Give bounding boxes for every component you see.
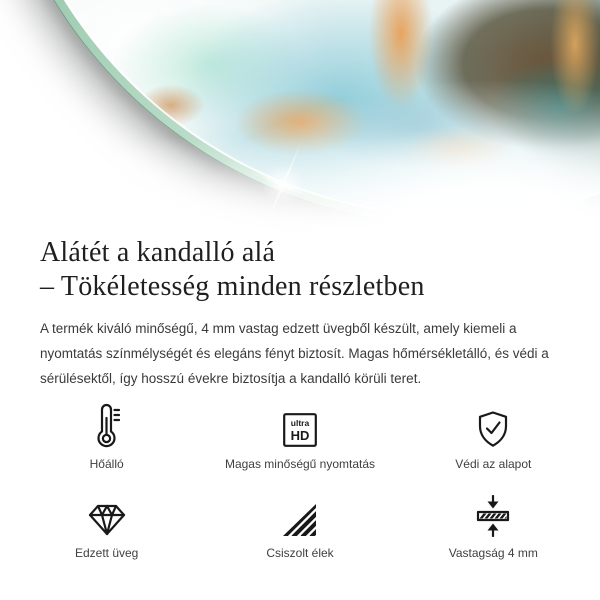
feature-label: Edzett üveg — [74, 546, 139, 560]
feature-polished-edges — [203, 487, 396, 560]
svg-text:HD: HD — [290, 428, 310, 443]
polished-edges-icon — [282, 487, 318, 537]
svg-text:ultra: ultra — [290, 418, 310, 428]
feature-label: Hőálló — [89, 457, 124, 471]
feature-tempered-glass — [10, 487, 203, 560]
feature-thickness — [397, 487, 590, 560]
feature-protects-base — [397, 398, 590, 471]
feature-heat-resistant — [10, 398, 203, 471]
title-line-1: Alátét a kandalló alá — [40, 237, 276, 268]
thickness-icon — [475, 487, 511, 537]
product-photo — [0, 0, 600, 236]
features-grid — [0, 398, 600, 560]
feature-label: Magas minőségű nyomtatás — [224, 457, 376, 471]
feature-label: Csiszolt élek — [266, 546, 334, 560]
feature-label: Védi az alapot — [455, 457, 532, 471]
thermometer-icon — [94, 398, 120, 448]
shield-check-icon — [476, 398, 510, 448]
page-title — [40, 236, 560, 304]
diamond-icon — [87, 487, 127, 537]
product-description: A termék kiváló minőségű, 4 mm vastag edzett üvegből készült, amely kiemeli a nyomtatás színmélységét és elegáns fényt biztosít. Magas hőmérsékletálló, és védi a sérülésektől, így hosszú évekre biztosítja a kandalló körüli teret. — [40, 321, 549, 386]
title-line-2: – Tökéletesség minden részletben — [40, 271, 425, 302]
ultra-hd-icon — [282, 398, 318, 448]
sparkle-highlight-icon — [248, 150, 318, 220]
feature-print-quality — [203, 398, 396, 471]
feature-label: Vastagság 4 mm — [448, 546, 538, 560]
content-section — [0, 236, 600, 391]
